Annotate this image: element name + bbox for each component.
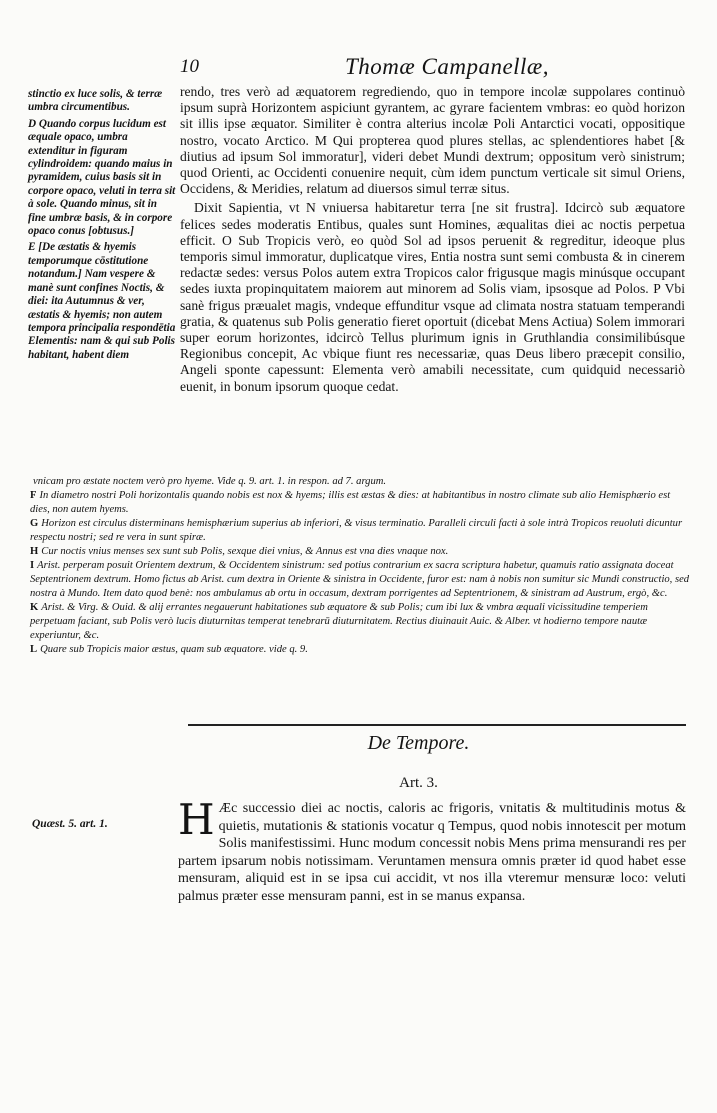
- margin-note: stinctio ex luce solis, & terræ umbra circumentibus.: [28, 88, 163, 114]
- margin-note: E [De æstatis & hyemis temporumque cōstitutione notandum.] Nam vespere & manè sunt confines Noctis, & diei: ita Autumnus & ver, æstatis & hyemis; non autem tempora principalia respondētia Elementis: nam & qui sub Polis habitant, habent diem: [28, 241, 176, 361]
- annotation-marker: H: [30, 546, 39, 557]
- page-header: [0, 56, 717, 86]
- page-number: 10: [180, 56, 199, 77]
- margin-note: D Quando corpus lucidum est æquale opaco, umbra extenditur in figuram cylindroidem: quando maius in pyramidem, cuius basis sit in corpore opaco, veluti in terra sit à sole. Quando minus, sit in fine umbræ basis, & in corpore opaco conus [obtusus.]: [28, 117, 176, 238]
- annotation-text: Cur noctis vnius menses sex sunt sub Polis, sexque diei vnius, & Annus est vna dies vnaque nox.: [41, 546, 449, 557]
- section-divider: [188, 724, 686, 726]
- annotation-marker: G: [30, 518, 39, 529]
- annotation: [30, 517, 690, 545]
- annotation-text: Horizon est circulus disterminans hemisphærium superius ab inferiori, & visus terminatio. Paralleli circuli facti à sole intrà Tropicos reuoluti dicuntur respectu nostri; sed re vera in sunt spiræ.: [30, 518, 683, 543]
- annotation: [30, 489, 690, 517]
- annotation-marker: K: [30, 602, 39, 613]
- annotation-text: Arist. perperam posuit Orientem dextrum, & Occidentem sinistrum: sed potius contrarium ex sacra scriptura habetur, quamuis ratio assignata doceat Septentrionem dextrum. Homo fictus ab Arist. cum dextra in Oriente & sinistra in Occidente, furor est: nam à nobis non sumitur sic Mundi constructio, sed nostra à Mundo. Item dato quod benè: nos ambulamus ab ortu in occasum, dextram porrigentes ad Septentrionem, & sinistram ad Austrum, ergò, &c.: [30, 560, 690, 599]
- annotation: [30, 475, 690, 489]
- main-paragraph: Dixit Sapientia, vt N vniuersa habitaretur terra [ne sit frustra]. Idcircò sub æquatore felices sedes moderatis Entibus, quales sunt Homines, æqualitas diei ac noctis perpetua efficit. O Sub Tropicis verò, eo quòd Sol ad ipsos peruenit & regreditur, ideoque plus temporis simul immoratur, duplicatque vires, Entia nostra sunt semi combusta & in cinerem redactæ sedes: versus Polos autem extra Tropicos calor frigusque magis minúsque occupant sedes iuxta propinquitatem maiorem aut minorem ad Solis viam, ipsosque ad Polos. P Vbi sanè frigus præualet magis, vndeque effunditur vsque ad climata nostra statuam temperandi gratia, & quatenus sub Polis generatio fieret oportuit (dicebat Mens Actiua) Solem immorari super eorum horizontes, idcircò Tellus plurimum ignis in Gruthlandia consimilibúsque Regionibus concepit, Ac vbique fiunt res necessariæ, quas Deus libero præcepit consilio, Angeli sponte capessunt: Elementa verò amabili necessitate, cum quidquid necessariò euenit, in bonum ipsorum quoque cedat.: [180, 200, 685, 394]
- annotation: [30, 643, 690, 657]
- article-heading: [0, 775, 717, 792]
- annotation: [30, 601, 690, 643]
- annotations: [30, 475, 690, 657]
- annotation-marker: I: [30, 560, 35, 571]
- main-paragraph: rendo, tres verò ad æquatorem regrediendo, quo in tempore incolæ suppolares continuò ipsum suprà Horizontem aspiciunt gyrantem, ac gyrare facientem vmbras: eo quòd horizon sit illis ipse æquator. Similiter è contra alterius incolæ Poli Antarctici vocati, oppositique nostro, vocato Arctico. M Qui propterea quod plures stellas, ac splendentiores habet [& diutius ad ipsum Sol immoratur], videri debet Mundi dextrum; oppositum verò sinistrum; quod Orienti, ac Occidenti conuenire nequit, cùm idem punctum verticale sit simul Oriens, Occidens, & Meridies, relatum ad diuersos simul terræ situs.: [180, 84, 685, 197]
- section-body-text: Æc successio diei ac noctis, caloris ac frigoris, vnitatis & multitudinis motus & quietis, mutationis & stationis vocatur q Tempus, quod nobis innotescit per motum Solis manifestissimi. Hunc modum concessit nobis Mens prima mensurandi res per partem ipsarum nobis notissimam. Veruntamen mensura omnis præter id quod habet esse mensuram, aliquid est in se ipsa cui accidit, vt nos illa vteremur mensuræ loco: veluti palmus præter esse mensuram panni, est in se manus expansa.: [178, 801, 686, 904]
- annotation-text: Arist. & Virg. & Ouid. & alij errantes negauerunt habitationes sub æquatore & sub Polis; cum ibi lux & vmbra æquali vicissitudine temperiem perpetuam faciant, sub Polis verò lucis diuturnitas temperat tenebrarū diuturnitatem. Rectius diuinauit Auic. & Alber. vt hodierno tempore nautæ experiuntur, &c.: [30, 602, 648, 641]
- annotation-marker: L: [30, 644, 38, 655]
- annotation-text: In diametro nostri Poli horizontalis quando nobis est nox & hyems; illis est æstas & dies: at habitantibus in nostro climate sub alio Hemisphærio est dies, non autem hyems.: [30, 490, 671, 515]
- drop-cap: H: [178, 795, 215, 844]
- annotation-text: Quare sub Tropicis maior æstus, quam sub æquatore. vide q. 9.: [40, 644, 308, 655]
- section-title-text: De Tempore.: [367, 732, 470, 754]
- section-title: [0, 732, 717, 755]
- annotation: [30, 545, 690, 559]
- section-body: [178, 795, 686, 906]
- annotation: [30, 559, 690, 601]
- annotation-text: vnicam pro æstate noctem verò pro hyeme. Vide q. 9. art. 1. in respon. ad 7. argum.: [33, 476, 387, 487]
- article-heading-text: Art. 3.: [399, 775, 438, 791]
- main-text: [180, 84, 685, 398]
- margin-notes: [28, 88, 176, 365]
- running-head: Thomæ Campanellæ,: [345, 54, 550, 79]
- annotation-marker: F: [30, 490, 37, 501]
- margin-crossref: Quæst. 5. art. 1.: [32, 818, 108, 830]
